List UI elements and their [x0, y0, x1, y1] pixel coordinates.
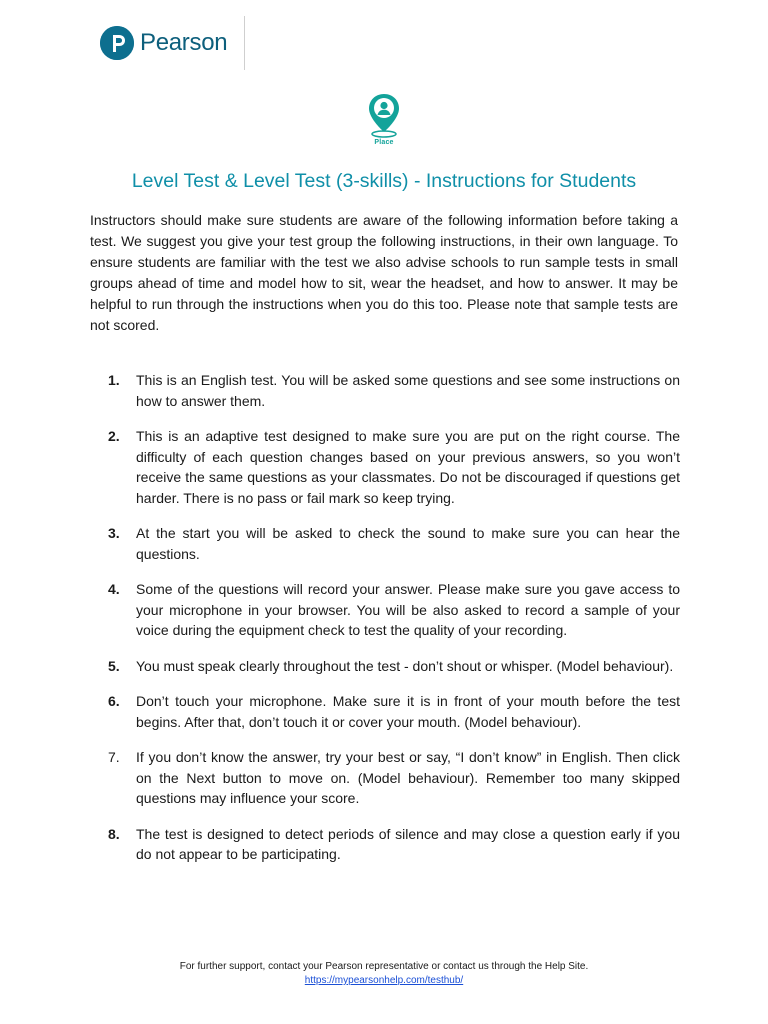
step-text: The test is designed to detect periods of silence and may close a question early if you do not appear to be participating.	[136, 825, 680, 862]
pearson-logo	[100, 24, 227, 62]
header-divider	[244, 16, 245, 70]
step-number: 6.	[108, 693, 120, 709]
list-item	[108, 824, 680, 865]
help-site-link[interactable]: https://mypearsonhelp.com/testhub/	[304, 975, 464, 986]
step-number: 8.	[108, 825, 120, 842]
step-number: 1.	[108, 372, 120, 388]
step-text: This is an adaptive test designed to make sure you are put on the right course. The difficulty of each question changes based on your previous answers, so you won’t receive the same questions as your classmates. Do not be discouraged if questions get harder. There is no pass or fail mark so keep trying.	[136, 428, 680, 506]
page-header	[0, 0, 768, 80]
place-badge	[363, 92, 405, 156]
step-text: You must speak clearly throughout the test - don’t shout or whisper. (Model behaviour).	[136, 657, 674, 674]
place-label: Place	[374, 139, 394, 146]
list-item	[108, 579, 680, 641]
pearson-wordmark: Pearson	[140, 29, 228, 56]
instruction-list	[108, 370, 680, 880]
step-number: 3.	[108, 525, 120, 541]
step-number: 5.	[108, 657, 120, 674]
page-title: Level Test & Level Test (3-skills) - Instructions for Students	[131, 170, 637, 192]
support-text: For further support, contact your Pearson representative or contact us through the Help Site.	[179, 961, 589, 972]
step-text: This is an English test. You will be asked some questions and see some instructions on how to answer them.	[136, 372, 680, 409]
step-number: 4.	[108, 581, 120, 597]
list-item	[108, 691, 680, 732]
step-text: If you don’t know the answer, try your best or say, “I don’t know” in English. Then click on the Next button to move on. (Model behaviour). Remember too many skipped questions may influence your score.	[136, 749, 680, 806]
step-text: At the start you will be asked to check the sound to make sure you can hear the questions.	[136, 525, 680, 562]
step-number: 2.	[108, 428, 120, 444]
list-item	[108, 523, 680, 564]
list-item	[108, 747, 680, 809]
list-item	[108, 426, 680, 508]
list-item	[108, 370, 680, 411]
step-text: Don’t touch your microphone. Make sure it is in front of your mouth before the test begins. After that, don’t touch it or cover your mouth. (Model behaviour).	[136, 693, 680, 730]
page-footer	[0, 960, 768, 988]
intro-paragraph: Instructors should make sure students are aware of the following information before taking a test. We suggest you give your test group the following instructions, in their own language. To ensure students are familiar with the test we also advise schools to run sample tests in small groups ahead of time and model how to sit, wear the headset, and how to answer. It may be helpful to run through the instructions when you do this too. Please note that sample tests are not scored.	[90, 212, 678, 333]
pearson-p-icon	[100, 26, 134, 60]
step-number: 7.	[108, 749, 120, 765]
step-text: Some of the questions will record your answer. Please make sure you gave access to your microphone in your browser. You will be also asked to record a sample of your voice during the equipment check to test the quality of your recording.	[136, 581, 680, 638]
list-item	[108, 656, 680, 677]
map-pin-person-icon	[366, 92, 402, 138]
